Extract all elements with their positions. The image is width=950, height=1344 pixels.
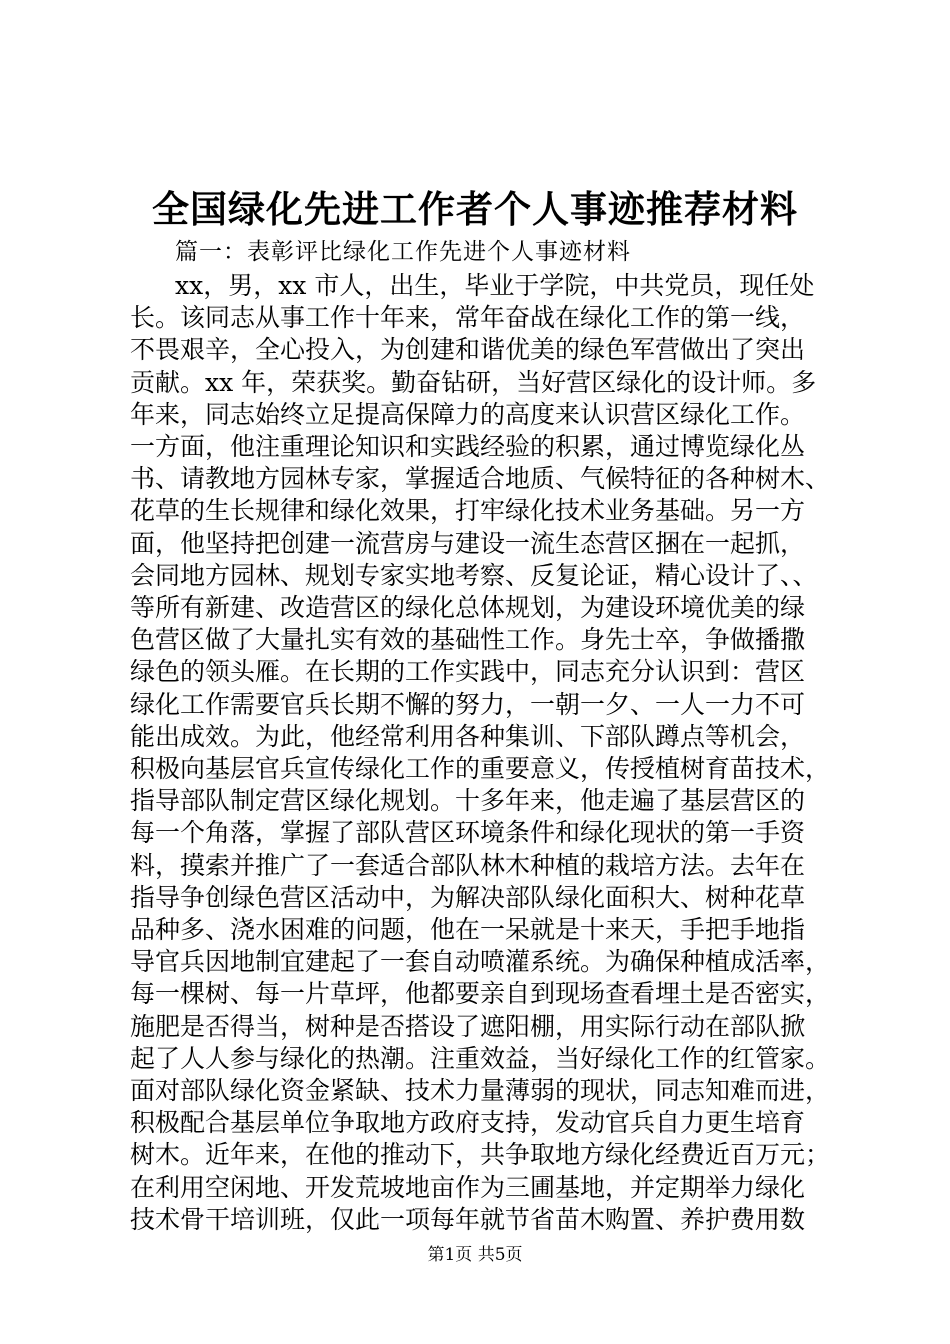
body-line: 色营区做了大量扎实有效的基础性工作。身先士卒，争做播撒 [130, 625, 806, 655]
body-line: 积极向基层官兵宣传绿化工作的重要意义，传授植树育苗技术， [130, 754, 831, 783]
document-subtitle: 篇一：表彰评比绿化工作先进个人事迹材料 [175, 239, 631, 265]
body-line: 导官兵因地制宜建起了一套自动喷灌系统。为确保种植成活率， [130, 947, 831, 977]
body-line: 每一个角落，掌握了部队营区环境条件和绿化现状的第一手资 [130, 818, 806, 848]
body-line: xx，男，xx 市人，出生，毕业于学院，中共党员，现任处 [175, 271, 815, 300]
body-line: 年来，同志始终立足提高保障力的高度来认识营区绿化工作。 [130, 399, 806, 429]
body-line: 面，他坚持把创建一流营房与建设一流生态营区捆在一起抓， [130, 528, 806, 558]
body-line: 能出成效。为此，他经常利用各种集训、下部队蹲点等机会， [130, 721, 806, 751]
body-line: 技术骨干培训班，仅此一项每年就节省苗木购置、养护费用数 [130, 1204, 806, 1234]
body-line: 料，摸索并推广了一套适合部队林木种植的栽培方法。去年在 [130, 850, 806, 880]
body-line: 会同地方园林、规划专家实地考察、反复论证，精心设计了、、 [130, 560, 818, 590]
body-line: 指导部队制定营区绿化规划。十多年来，他走遍了基层营区的 [130, 786, 806, 816]
body-line: 不畏艰辛，全心投入，为创建和谐优美的绿色军营做出了突出 [130, 335, 806, 365]
body-line: 品种多、浇水困难的问题，他在一呆就是十来天，手把手地指 [130, 915, 806, 944]
body-line: 在利用空闲地、开发荒坡地亩作为三圃基地，并定期举力绿化 [130, 1172, 806, 1202]
body-line: 树木。近年来，在他的推动下，共争取地方绿化经费近百万元； [130, 1140, 831, 1170]
body-line: 面对部队绿化资金紧缺、技术力量薄弱的现状，同志知难而进， [130, 1076, 831, 1105]
body-line: 书、请教地方园林专家，掌握适合地质、气候特征的各种树木、 [130, 464, 831, 494]
body-line: 绿化工作需要官兵长期不懈的努力，一朝一夕、一人一力不可 [130, 689, 806, 719]
body-line: 指导争创绿色营区活动中，为解决部队绿化面积大、树种花草 [130, 882, 806, 912]
body-line: 贡献。xx 年，荣获奖。勤奋钻研，当好营区绿化的设计师。多 [130, 367, 817, 397]
document-title: 全国绿化先进工作者个人事迹推荐材料 [152, 187, 798, 231]
body-line: 长。该同志从事工作十年来，常年奋战在绿化工作的第一线， [130, 303, 806, 333]
body-line: 绿色的领头雁。在长期的工作实践中，同志充分认识到：营区 [130, 657, 806, 687]
body-line: 花草的生长规律和绿化效果，打牢绿化技术业务基础。另一方 [130, 496, 806, 526]
body-line: 积极配合基层单位争取地方政府支持，发动官兵自力更生培育 [130, 1108, 806, 1138]
page-footer: 第1页 共5页 [427, 1245, 523, 1265]
body-line: 等所有新建、改造营区的绿化总体规划，为建设环境优美的绿 [130, 593, 806, 622]
body-line: 施肥是否得当，树种是否搭设了遮阳棚，用实际行动在部队掀 [130, 1011, 806, 1041]
body-line: 起了人人参与绿化的热潮。注重效益，当好绿化工作的红管家。 [130, 1043, 831, 1073]
body-line: 一方面，他注重理论知识和实践经验的积累，通过博览绿化丛 [130, 432, 806, 461]
body-line: 每一棵树、每一片草坪，他都要亲自到现场查看埋土是否密实， [130, 979, 831, 1009]
